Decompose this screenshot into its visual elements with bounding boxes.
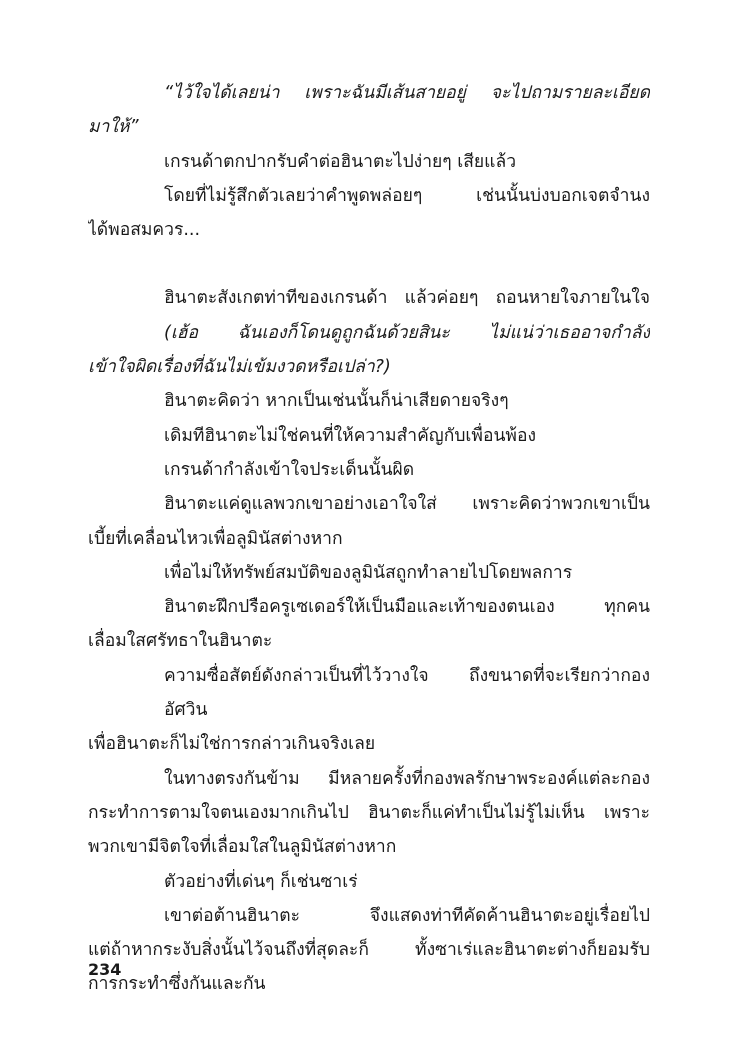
text-line: มาให้” — [88, 117, 139, 138]
text-line: ได้พอสมควร... — [88, 220, 201, 241]
text-line: เกรนด้ากำลังเข้าใจประเด็นนั้นผิด — [164, 459, 415, 480]
text-line: โดยที่ไม่รู้สึกตัวเลยว่าคำพูดพล่อยๆ เช่นนั้นบ่งบอกเจตจำนง — [164, 185, 650, 206]
text-line: เกรนด้าตกปากรับคำต่อฮินาตะไปง่ายๆ เสียแล้ว — [164, 151, 517, 172]
body-text — [88, 76, 650, 1002]
text-line: เบี้ยที่เคลื่อนไหวเพื่อลูมินัสต่างหาก — [88, 528, 343, 549]
text-line: ฮินาตะคิดว่า หากเป็นเช่นนั้นก็น่าเสียดายจริงๆ — [164, 391, 509, 412]
text-line: ฮินาตะแค่ดูแลพวกเขาอย่างเอาใจใส่ เพราะคิดว่าพวกเขาเป็น — [164, 494, 650, 515]
text-line: พวกเขามีจิตใจที่เลื่อมใสในลูมินัสต่างหาก — [88, 837, 397, 858]
section-break — [88, 247, 650, 281]
text-line: ความซื่อสัตย์ดังกล่าวเป็นที่ไว้วางใจ ถึงขนาดที่จะเรียกว่ากองอัศวิน — [164, 665, 650, 721]
text-line: ฮินาตะสังเกตท่าทีของเกรนด้า แล้วค่อยๆ ถอนหายใจภายในใจ — [164, 288, 650, 309]
text-line: เข้าใจผิดเรื่องที่ฉันไม่เข้มงวดหรือเปล่า?) — [88, 357, 391, 378]
text-line: เพื่อฮินาตะก็ไม่ใช่การกล่าวเกินจริงเลย — [88, 734, 376, 755]
text-line: ในทางตรงกันข้าม มีหลายครั้งที่กองพลรักษาพระองค์แต่ละกอง — [164, 768, 650, 789]
text-line: ตัวอย่างที่เด่นๆ ก็เช่นซาเร่ — [164, 871, 358, 892]
text-line: การกระทำซึ่งกันและกัน — [88, 974, 266, 995]
text-line: เดิมทีฮินาตะไม่ใช่คนที่ให้ความสำคัญกับเพื่อนพ้อง — [164, 425, 537, 446]
text-line: เขาต่อต้านฮินาตะ จึงแสดงท่าทีคัดค้านฮินาตะอยู่เรื่อยไป — [164, 905, 650, 926]
page-number: 234 — [88, 960, 122, 979]
text-line: “ไว้ใจได้เลยน่า เพราะฉันมีเส้นสายอยู่ จะไปถามรายละเอียด — [164, 83, 650, 103]
text-line: เพื่อไม่ให้ทรัพย์สมบัติของลูมินัสถูกทำลายไปโดยพลการ — [164, 562, 573, 583]
text-line: เลื่อมใสศรัทธาในฮินาตะ — [88, 631, 273, 652]
text-line: (เฮ้อ ฉันเองก็โดนดูถูกฉันด้วยสินะ ไม่แน่ว่าเธออาจกำลัง — [164, 322, 650, 343]
text-line: ฮินาตะฝึกปรือครูเซเดอร์ให้เป็นมือและเท้าของตนเอง ทุกคน — [164, 597, 650, 618]
text-line: แต่ถ้าหากระงับสิ่งนั้นไว้จนถึงที่สุดละก็ ทั้งซาเร่และฮินาตะต่างก็ยอมรับ — [88, 940, 650, 961]
text-line: กระทำการตามใจตนเองมากเกินไป ฮินาตะก็แค่ทำเป็นไม่รู้ไม่เห็น เพราะ — [88, 802, 650, 823]
